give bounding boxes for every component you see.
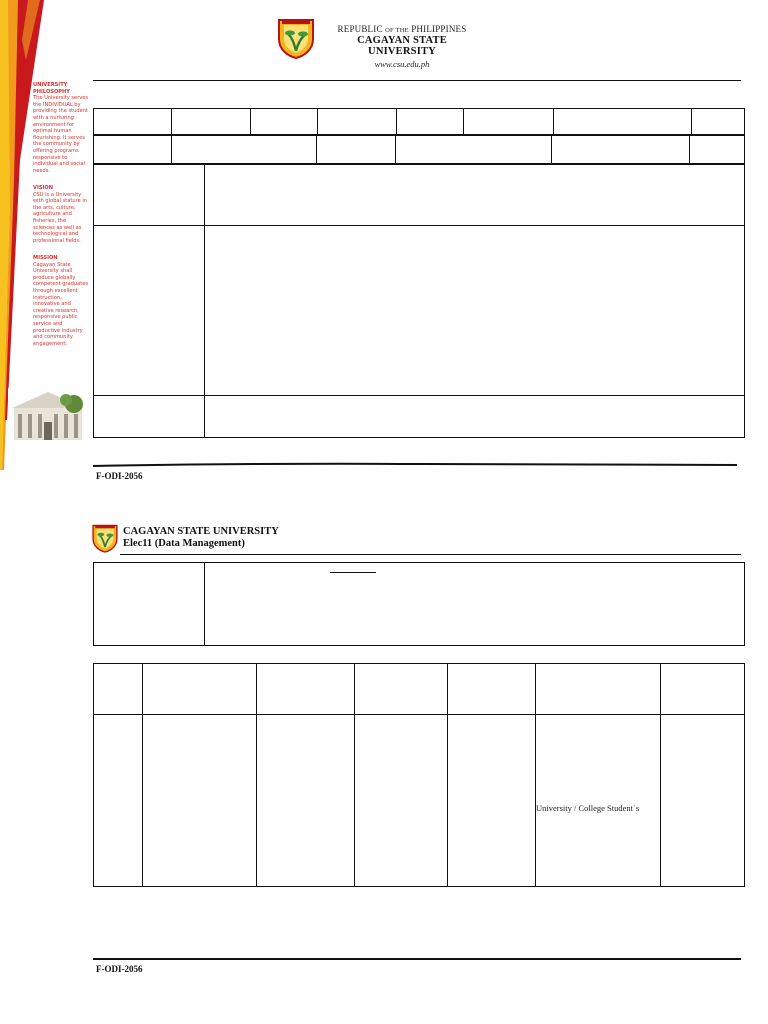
website-link[interactable]: www.csu.edu.ph (374, 59, 430, 69)
csu-logo-icon (91, 523, 119, 553)
table-cell[interactable] (448, 715, 536, 887)
section-label-cell (94, 226, 205, 396)
university-philosophy-block (33, 82, 89, 174)
page2-course-title: Elec11 (Data Management) (123, 538, 245, 549)
column-header-cell (536, 664, 661, 715)
page2-header-divider (120, 554, 741, 555)
header-divider (93, 80, 741, 81)
vision-title: VISION (33, 185, 53, 191)
page2-university-name: CAGAYAN STATE UNIVERSITY (123, 526, 279, 537)
info-cell[interactable] (690, 136, 745, 164)
form-code-2: F-ODI-2056 (96, 964, 143, 974)
table-cell[interactable] (257, 715, 355, 887)
table-cell[interactable] (661, 715, 745, 887)
section-label-cell (94, 396, 205, 438)
section-label-cell (94, 165, 205, 226)
info-cell[interactable] (464, 109, 554, 135)
info-cell[interactable] (397, 109, 464, 135)
column-header-cell (661, 664, 745, 715)
student-cell-text: University / College Student`s (536, 803, 640, 813)
column-header-cell (355, 664, 448, 715)
page2-section-table (93, 562, 745, 646)
info-cell[interactable] (396, 136, 552, 164)
vision-block (33, 185, 89, 244)
section-content-cell[interactable] (205, 226, 745, 396)
philosophy-text: The University serves the INDIVIDUAL by providing the student with a nurturing environment for optimal human flourishing. It serves the community by offering programs responsive to individual and social needs. (33, 95, 89, 174)
info-cell[interactable] (317, 136, 396, 164)
info-cell[interactable] (554, 109, 692, 135)
info-cell[interactable] (94, 136, 172, 164)
form-code-1: F-ODI-2056 (96, 471, 143, 481)
info-cell[interactable] (94, 109, 172, 135)
column-header-cell (94, 664, 143, 715)
csu-logo-icon (276, 17, 316, 59)
page1-header (322, 24, 482, 69)
info-cell[interactable] (172, 136, 317, 164)
page2-columns-table (93, 663, 745, 887)
info-table-row1 (93, 108, 745, 135)
info-cell[interactable] (552, 136, 690, 164)
page2-header (123, 526, 279, 550)
column-header-cell (143, 664, 257, 715)
table-cell[interactable] (536, 715, 661, 887)
table-cell[interactable] (355, 715, 448, 887)
section-content-cell[interactable] (205, 563, 745, 646)
info-table-row2 (93, 135, 745, 164)
mission-text: Cagayan State University shall produce globally competent graduates through excellent instruction, innovative and creative research, responsive public service and productive industry and community engagement. (33, 261, 89, 347)
section-table (93, 164, 745, 438)
section-label-cell (94, 563, 205, 646)
footer-rule (93, 462, 737, 468)
info-cell[interactable] (172, 109, 251, 135)
section-content-cell[interactable] (205, 396, 745, 438)
table-cell[interactable] (94, 715, 143, 887)
footer-rule-2 (93, 958, 741, 960)
info-cell[interactable] (318, 109, 397, 135)
section-content-cell[interactable] (205, 165, 745, 226)
vision-text: CSU is a University with global stature in the arts, culture, agriculture and fisheries, the sciences as well as technological and professional fields. (33, 191, 87, 244)
column-header-cell (448, 664, 536, 715)
republic-line: REPUBLIC OF THE PHILIPPINES (337, 24, 467, 34)
mission-title: MISSION (33, 255, 58, 261)
philosophy-title: UNIVERSITY PHILOSOPHY (33, 82, 70, 95)
university-name: CAGAYAN STATE UNIVERSITY (357, 35, 447, 57)
column-header-cell (257, 664, 355, 715)
campus-building-image (8, 388, 86, 442)
table-cell[interactable] (143, 715, 257, 887)
mission-block (33, 255, 89, 347)
info-cell[interactable] (692, 109, 745, 135)
info-cell[interactable] (251, 109, 318, 135)
underline-mark (330, 572, 376, 573)
